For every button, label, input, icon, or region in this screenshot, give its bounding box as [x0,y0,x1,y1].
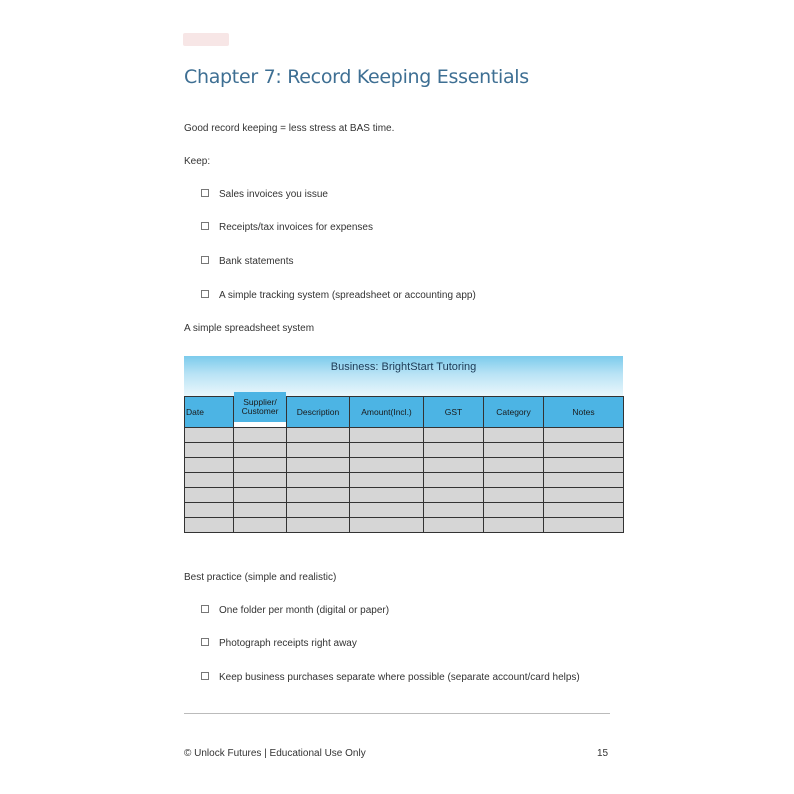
column-header: Supplier/ Customer [234,392,287,423]
table-cell [185,473,234,488]
table-cell [234,473,287,488]
best-practice-item [201,672,580,683]
table-cell [484,428,544,443]
intro-text: Good record keeping = less stress at BAS time. [184,123,395,134]
table-cell [350,503,424,518]
table-cell [287,458,350,473]
best-practice-item-text: One folder per month (digital or paper) [219,605,390,616]
table-cell [484,458,544,473]
keep-item [201,222,373,233]
table-cell [350,458,424,473]
best-practice-item [201,638,357,649]
checkbox-icon [201,256,209,264]
checkbox-icon [201,189,209,197]
table-cell [350,443,424,458]
spreadsheet-banner-text: Business: BrightStart Tutoring [330,361,477,373]
header-tag [183,33,229,46]
page-number: 15 [597,748,609,759]
table-cell [544,503,624,518]
table-cell [424,428,484,443]
table-cell [350,473,424,488]
table-cell [234,488,287,503]
spreadsheet-image [184,356,623,536]
table-header-row [185,397,624,428]
table-cell [424,473,484,488]
page-title: Chapter 7: Record Keeping Essentials [184,66,529,88]
keep-item [201,189,328,200]
table-cell [350,488,424,503]
column-header: Category [484,397,544,428]
table-cell [544,473,624,488]
table-row [185,488,624,503]
column-header: Notes [544,397,624,428]
table-row [185,473,624,488]
best-practice-item [201,605,389,616]
table-cell [484,443,544,458]
table-cell [424,518,484,533]
table-cell [544,488,624,503]
table-cell [234,518,287,533]
table-cell [350,518,424,533]
table-cell [350,428,424,443]
keep-item-text: Sales invoices you issue [219,189,328,200]
checkbox-icon [201,672,209,680]
table-cell [185,503,234,518]
table-row [185,443,624,458]
spreadsheet-caption: A simple spreadsheet system [184,323,315,334]
table-cell [544,518,624,533]
best-practice-item-text: Photograph receipts right away [219,638,357,649]
checkbox-icon [201,290,209,298]
table-cell [287,443,350,458]
table-row [185,503,624,518]
table-cell [185,428,234,443]
table-cell [185,443,234,458]
table-cell [234,428,287,443]
table-cell [544,443,624,458]
footer-text: © Unlock Futures | Educational Use Only [184,748,366,759]
table-cell [287,518,350,533]
best-practice-label: Best practice (simple and realistic) [184,572,337,583]
table-row [185,518,624,533]
checkbox-icon [201,222,209,230]
table-cell [484,473,544,488]
column-header: GST [424,397,484,428]
table-cell [234,503,287,518]
keep-label: Keep: [184,156,211,167]
table-cell [287,428,350,443]
keep-item [201,256,293,267]
table-cell [424,488,484,503]
table-cell [234,458,287,473]
checkbox-icon [201,638,209,646]
keep-item-text: Bank statements [219,256,294,267]
best-practice-item-text: Keep business purchases separate where possible (separate account/card helps) [219,672,580,683]
keep-item-text: A simple tracking system (spreadsheet or accounting app) [219,290,476,301]
table-cell [185,518,234,533]
table-cell [544,458,624,473]
table-body [185,428,624,533]
spreadsheet-table [184,396,624,533]
footer-divider [184,713,610,714]
column-header: Amount(Incl.) [350,397,424,428]
spreadsheet-banner [184,356,623,396]
column-header: Date [185,397,234,428]
table-row [185,428,624,443]
table-cell [484,518,544,533]
table-cell [185,458,234,473]
table-cell [424,458,484,473]
keep-item [201,290,476,301]
table-cell [424,443,484,458]
table-cell [287,503,350,518]
table-cell [544,428,624,443]
table-cell [234,443,287,458]
table-row [185,458,624,473]
table-cell [287,473,350,488]
table-cell [287,488,350,503]
table-cell [484,503,544,518]
checkbox-icon [201,605,209,613]
table-cell [484,488,544,503]
column-header: Description [287,397,350,428]
keep-item-text: Receipts/tax invoices for expenses [219,222,373,233]
table-cell [185,488,234,503]
table-cell [424,503,484,518]
